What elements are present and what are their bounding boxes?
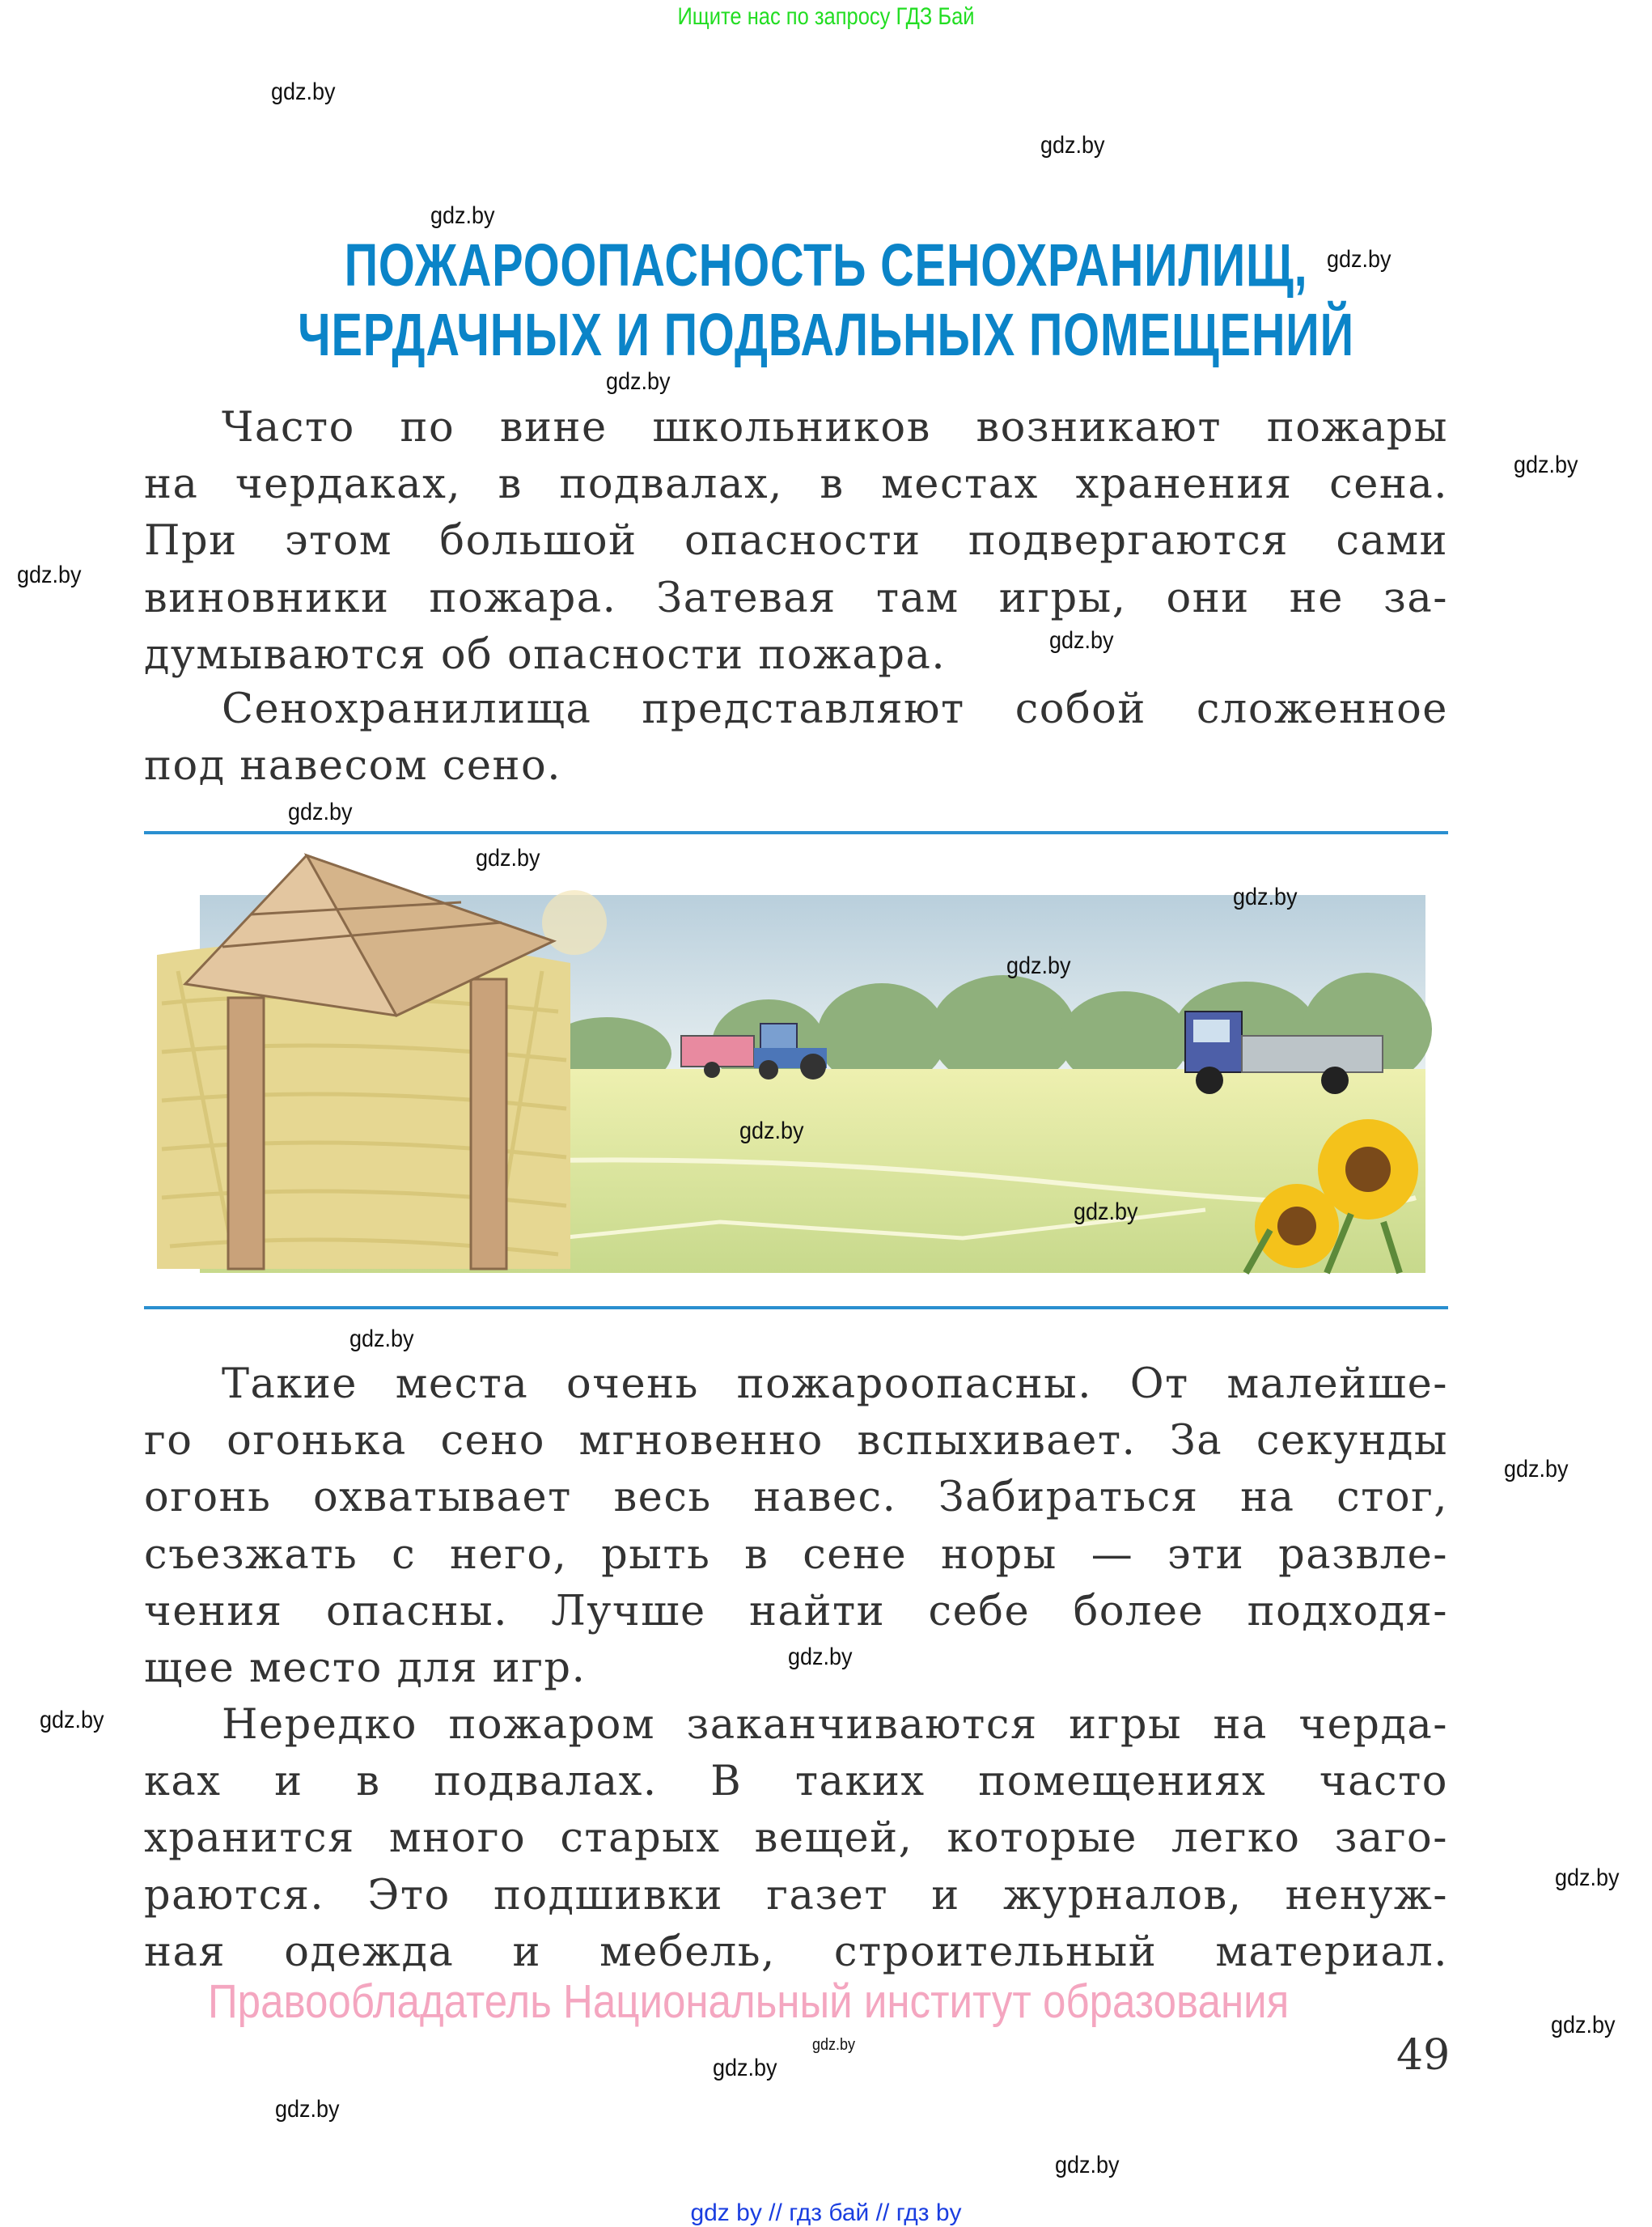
link-gdz-by[interactable]: gdz by (690, 2199, 762, 2226)
paragraph-1-line: думываются об опасности пожара. (144, 631, 947, 679)
paragraph-4-line: ная одежда и мебель, строительный материал. (144, 1928, 1448, 1976)
paragraph-4-line: Нередко пожаром заканчиваются игры на черда- (222, 1701, 1448, 1749)
watermark-text: gdz.by (1514, 452, 1578, 478)
page-title-line-1: ПОЖАРООПАСНОСТЬ СЕНОХРАНИЛИЩ, (344, 231, 1308, 299)
watermark-text: gdz.by (430, 202, 495, 229)
copyright-notice: Правообладатель Национальный институт образования (208, 1975, 1290, 2028)
paragraph-4-line: хранится много старых вещей, которые легко заго- (144, 1814, 1448, 1862)
search-banner: Ищите нас по запросу ГДЗ Бай (677, 3, 975, 30)
watermark-text: gdz.by (1551, 2012, 1616, 2038)
link-separator: // (875, 2199, 890, 2226)
watermark-text: gdz.by (17, 562, 82, 588)
link-gdz-bai[interactable]: гдз бай (789, 2199, 870, 2226)
link-separator: // (769, 2199, 782, 2226)
watermark-text: gdz.by (476, 845, 540, 872)
page-title-line-2: ЧЕРДАЧНЫХ И ПОДВАЛЬНЫХ ПОМЕЩЕНИЙ (298, 301, 1354, 368)
watermark-text: gdz.by (1006, 952, 1071, 979)
watermark-text: gdz.by (739, 1118, 804, 1144)
paragraph-4-line: раются. Это подшивки газет и журналов, ненуж- (144, 1872, 1448, 1919)
paragraph-2-line: под навесом сено. (144, 742, 561, 790)
divider-bottom (144, 1306, 1448, 1309)
paragraph-3-line: щее место для игр. (144, 1644, 587, 1692)
link-gdz-by-2[interactable]: гдз by (896, 2199, 962, 2226)
watermark-text: gdz.by (349, 1326, 414, 1352)
paragraph-3-line: Такие места очень пожароопасны. От малейше- (222, 1360, 1448, 1408)
paragraph-1-line: виновники пожара. Затевая там игры, они не за- (144, 575, 1448, 622)
watermark-text: gdz.by (812, 2036, 856, 2054)
watermark-text: gdz.by (1504, 1456, 1569, 1483)
paragraph-3-line: съезжать с него, рыть в сене норы — эти развле- (144, 1531, 1448, 1579)
page-number: 49 (1396, 2031, 1451, 2080)
paragraph-3-line: огонь охватывает весь навес. Забираться на стог, (144, 1474, 1448, 1521)
watermark-text: gdz.by (1055, 2152, 1120, 2178)
bottom-links (0, 2199, 1652, 2227)
watermark-text: gdz.by (40, 1707, 104, 1733)
divider-top (144, 831, 1448, 834)
paragraph-1-line: При этом большой опасности подвергаются сами (144, 517, 1448, 565)
watermark-text: gdz.by (713, 2055, 777, 2081)
watermark-text: gdz.by (1040, 132, 1105, 159)
watermark-text: gdz.by (1233, 884, 1298, 910)
watermark-text: gdz.by (1555, 1864, 1620, 1891)
paragraph-1-line: Часто по вине школьников возникают пожары (222, 404, 1448, 452)
watermark-text: gdz.by (606, 368, 671, 395)
paragraph-4-line: ках и в подвалах. В таких помещениях часто (144, 1758, 1448, 1805)
paragraph-2-line: Сенохранилища представляют собой сложенное (222, 685, 1448, 733)
paragraph-3-line: чения опасны. Лучше найти себе более подходя- (144, 1588, 1448, 1635)
paragraph-3-line: го огонька сено мгновенно вспыхивает. За секунды (144, 1417, 1448, 1465)
watermark-text: gdz.by (1074, 1198, 1138, 1225)
watermark-text: gdz.by (288, 799, 353, 825)
watermark-text: gdz.by (271, 78, 336, 105)
watermark-text: gdz.by (275, 2096, 340, 2123)
watermark-text: gdz.by (1327, 246, 1391, 273)
watermark-text: gdz.by (1049, 627, 1114, 654)
watermark-text: gdz.by (788, 1644, 853, 1670)
paragraph-1-line: на чердаках, в подвалах, в местах хранения сена. (144, 460, 1448, 508)
